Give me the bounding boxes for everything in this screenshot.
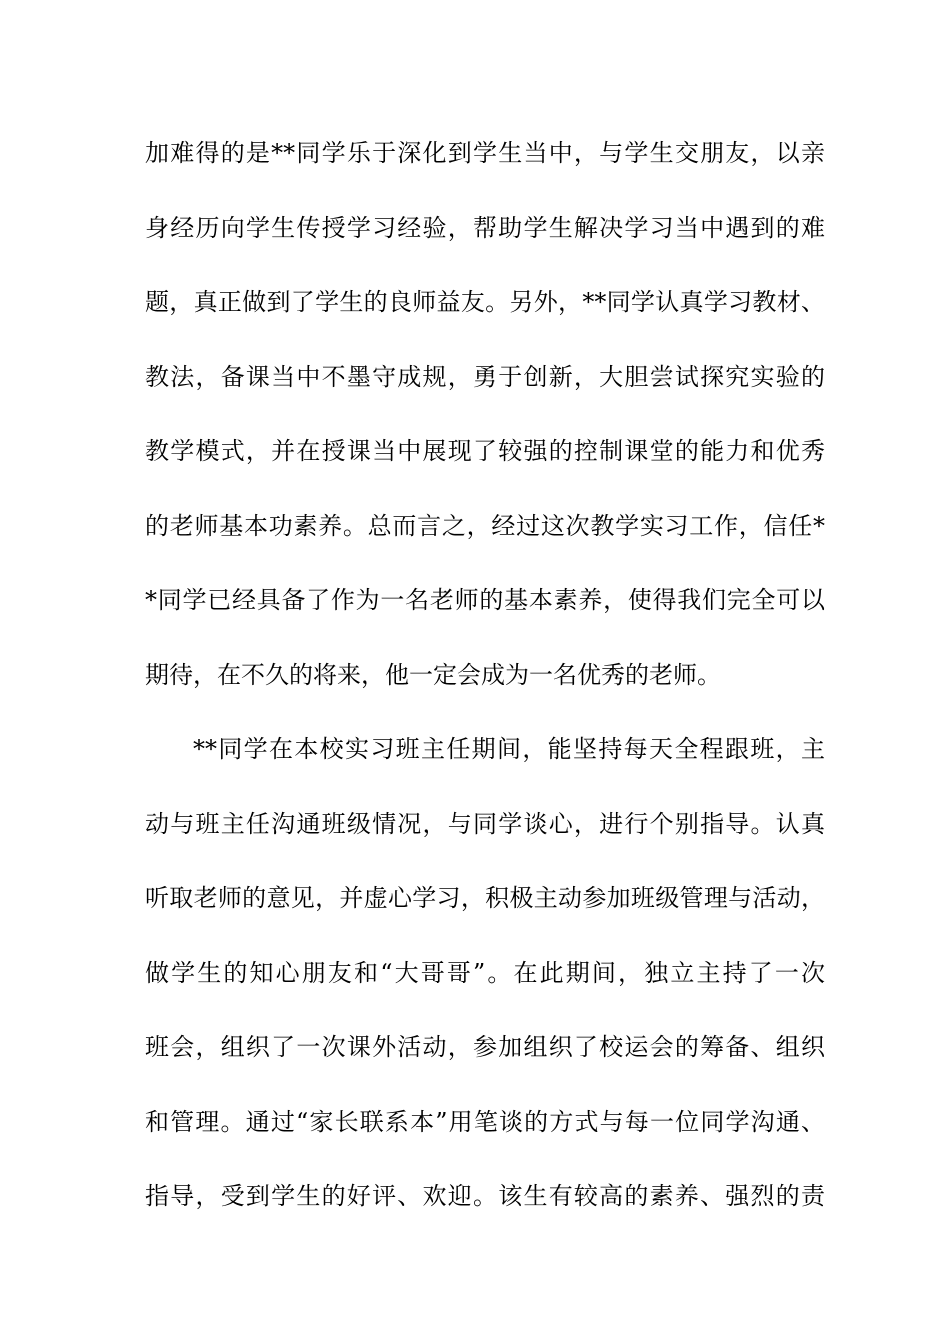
text-line: 动与班主任沟通班级情况，与同学谈心，进行个别指导。认真 [145,809,825,838]
text-line: 身经历向学生传授学习经验，帮助学生解决学习当中遇到的难 [145,213,825,242]
text-line: 做学生的知心朋友和“大哥哥”。在此期间，独立主持了一次 [145,958,825,987]
text-line: 指导，受到学生的好评、欢迎。该生有较高的素养、强烈的责 [145,1182,825,1210]
text-line: **同学在本校实习班主任期间，能坚持每天全程跟班，主 [193,735,825,763]
text-line: 教法，备课当中不墨守成规，勇于创新，大胆尝试探究实验的 [145,362,825,391]
paragraph [145,128,825,724]
text-line: 加难得的是**同学乐于深化到学生当中，与学生交朋友，以亲 [145,139,825,167]
text-line: 和管理。通过“家长联系本”用笔谈的方式与每一位同学沟通、 [145,1107,825,1136]
text-line: 班会，组织了一次课外活动，参加组织了校运会的筹备、组织 [145,1033,825,1061]
text-line: 题，真正做到了学生的良师益友。另外，**同学认真学习教材、 [145,288,825,316]
text-line: 的老师基本功素养。总而言之，经过这次教学实习工作，信任* [145,511,825,540]
text-line: 教学模式，并在授课当中展现了较强的控制课堂的能力和优秀 [145,437,825,465]
text-line: 期待，在不久的将来，他一定会成为一名优秀的老师。 [145,660,721,689]
paragraph [145,724,825,1246]
text-line: 听取老师的意见，并虚心学习，积极主动参加班级管理与活动， [145,884,825,912]
document-body [145,128,825,1246]
text-line: *同学已经具备了作为一名老师的基本素养，使得我们完全可以 [145,586,825,614]
